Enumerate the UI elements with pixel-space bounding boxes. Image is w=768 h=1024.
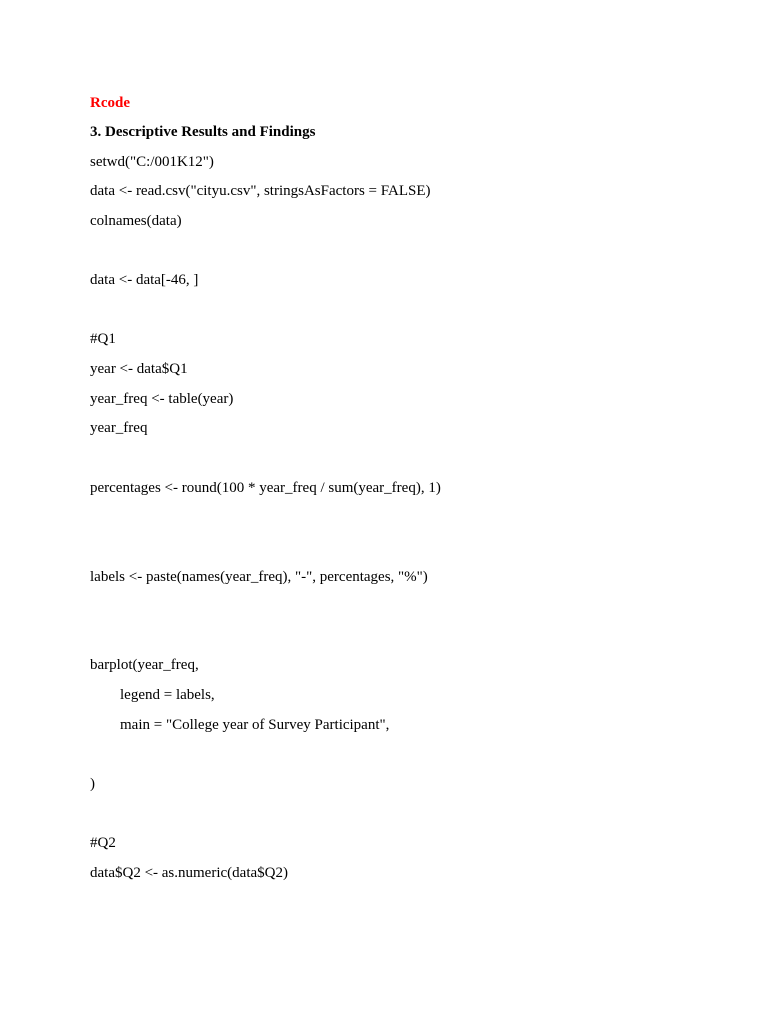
- code-line: ): [90, 776, 95, 792]
- code-line: year_freq: [90, 420, 148, 436]
- code-line: setwd("C:/001K12"): [90, 154, 214, 170]
- code-line: data <- read.csv("cityu.csv", stringsAsFactors = FALSE): [90, 183, 431, 199]
- code-line: year <- data$Q1: [90, 361, 188, 377]
- code-line: data$Q2 <- as.numeric(data$Q2): [90, 865, 288, 881]
- code-line: labels <- paste(names(year_freq), "-", percentages, "%"): [90, 569, 428, 585]
- code-line: legend = labels,: [120, 687, 215, 703]
- section-heading: 3. Descriptive Results and Findings: [90, 124, 316, 140]
- code-line: year_freq <- table(year): [90, 391, 234, 407]
- code-line: colnames(data): [90, 213, 182, 229]
- section-label: Rcode: [90, 95, 130, 111]
- code-comment: #Q2: [90, 835, 116, 851]
- code-line: main = "College year of Survey Participant",: [120, 717, 390, 733]
- code-comment: #Q1: [90, 331, 116, 347]
- code-line: barplot(year_freq,: [90, 657, 199, 673]
- code-line: percentages <- round(100 * year_freq / sum(year_freq), 1): [90, 480, 441, 496]
- code-line: data <- data[-46, ]: [90, 272, 199, 288]
